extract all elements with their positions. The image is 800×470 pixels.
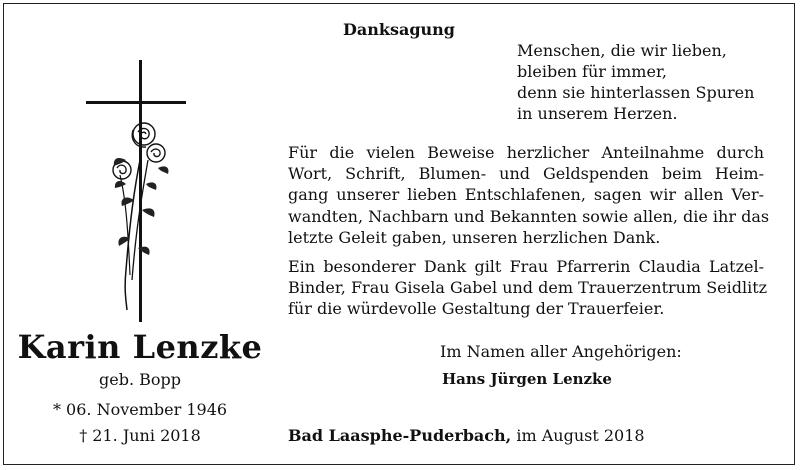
poem-line: denn sie hinterlassen Spuren bbox=[517, 83, 755, 102]
heading-danksagung: Danksagung bbox=[343, 20, 455, 39]
signoff-intro: Im Namen aller Angehörigen: bbox=[440, 342, 682, 361]
paragraph-line: Für die vielen Beweise herzlicher Anteilnahme durch bbox=[288, 143, 764, 162]
thanks-paragraph bbox=[288, 142, 770, 248]
paragraph-line: wandten, Nachbarn und Bekannten sowie allen, die ihr das bbox=[288, 206, 770, 226]
birth-date: * 06. November 1946 bbox=[52, 400, 228, 419]
signer-name: Hans Jürgen Lenzke bbox=[442, 370, 612, 388]
paragraph-line: gang unserer lieben Entschlafenen, sagen wir allen Ver- bbox=[288, 185, 764, 205]
poem bbox=[517, 40, 754, 124]
paragraph-line: Wort, Schrift, Blumen- und Geldspenden beim Heim- bbox=[288, 164, 764, 184]
place-date bbox=[288, 426, 645, 445]
place: Bad Laasphe-Puderbach, bbox=[288, 426, 512, 445]
paragraph-line: Ein besonderer Dank gilt Frau Pfarrerin Claudia Latzel- bbox=[288, 257, 764, 276]
paragraph-line: letzte Geleit gaben, unseren herzlichen Dank. bbox=[288, 227, 661, 247]
paragraph-line: für die würdevolle Gestaltung der Trauerfeier. bbox=[288, 299, 665, 319]
poem-line: Menschen, die wir lieben, bbox=[517, 41, 727, 60]
poem-line: in unserem Herzen. bbox=[517, 104, 678, 123]
maiden-name: geb. Bopp bbox=[99, 370, 181, 389]
deceased-name: Karin Lenzke bbox=[17, 328, 263, 366]
poem-line: bleiben für immer, bbox=[517, 62, 667, 81]
special-thanks-paragraph bbox=[288, 256, 768, 320]
death-date: † 21. Juni 2018 bbox=[79, 426, 201, 445]
cross-with-roses-icon bbox=[86, 60, 196, 322]
paragraph-line: Binder, Frau Gisela Gabel und dem Trauerzentrum Seidlitz bbox=[288, 278, 768, 298]
date: im August 2018 bbox=[511, 426, 645, 445]
